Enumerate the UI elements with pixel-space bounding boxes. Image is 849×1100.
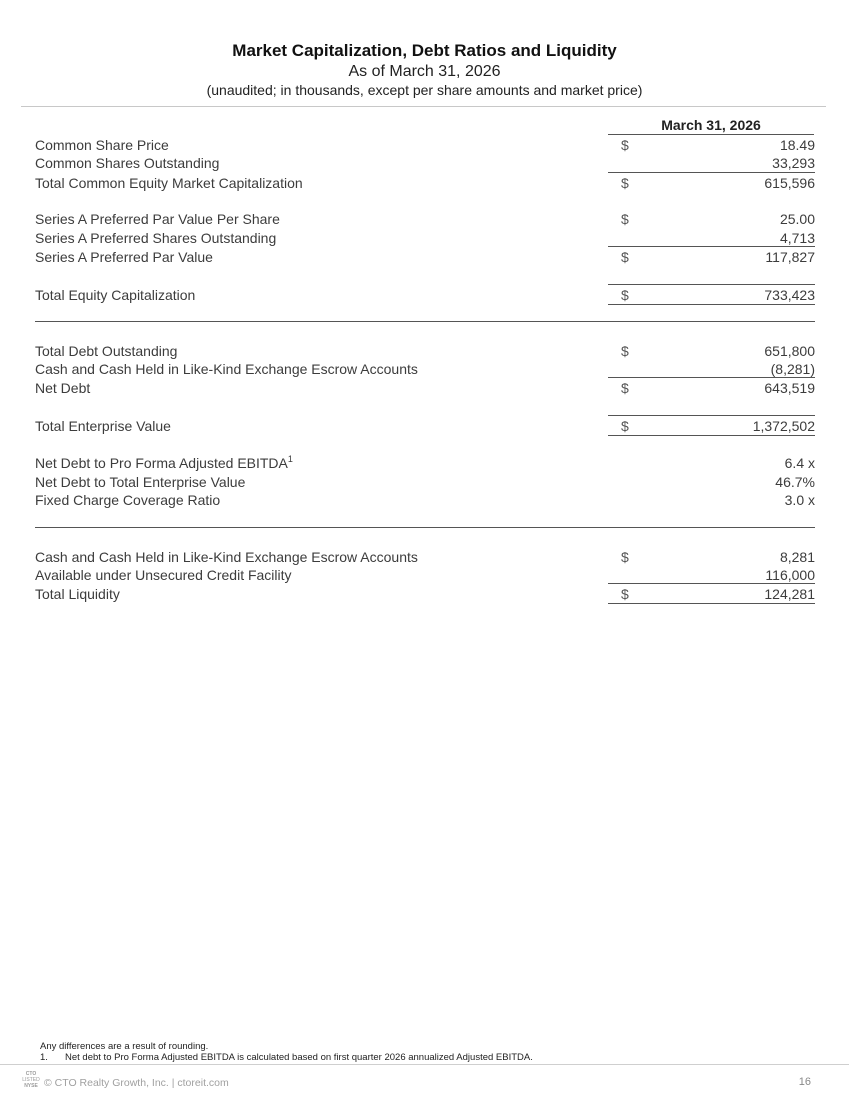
row-label: Series A Preferred Par Value Per Share — [35, 211, 280, 227]
units-note: (unaudited; in thousands, except per share amounts and market price) — [206, 82, 643, 98]
dollar-sign: $ — [621, 549, 629, 565]
table-row — [35, 417, 815, 435]
table-row — [35, 248, 815, 266]
table-row — [35, 174, 815, 192]
footnote-text: Net debt to Pro Forma Adjusted EBITDA is calculated based on first quarter 2026 annualized Adjusted EBITDA. — [65, 1052, 533, 1063]
page-subtitle: As of March 31, 2026 — [348, 63, 501, 80]
row-value: 6.4 x — [784, 455, 815, 471]
table-row — [35, 229, 815, 247]
row-value: (8,281) — [770, 361, 815, 377]
table-row — [35, 473, 815, 491]
dollar-sign: $ — [621, 343, 629, 359]
row-label: Cash and Cash Held in Like-Kind Exchange Escrow Accounts — [35, 549, 418, 565]
table-row — [35, 379, 815, 397]
section-divider — [35, 321, 815, 322]
row-value: 25.00 — [779, 211, 815, 227]
table-row — [35, 548, 815, 566]
row-label: Total Liquidity — [35, 586, 120, 602]
dollar-sign: $ — [621, 211, 629, 227]
dollar-sign: $ — [621, 586, 629, 602]
section-divider — [35, 527, 815, 528]
row-label: Total Enterprise Value — [35, 418, 171, 434]
row-value: 124,281 — [764, 586, 815, 602]
dollar-sign: $ — [621, 418, 629, 434]
page-header — [0, 40, 849, 99]
footer-divider — [0, 1064, 849, 1065]
row-label: Net Debt to Total Enterprise Value — [35, 474, 246, 490]
row-label: Net Debt — [35, 380, 91, 396]
table-row — [35, 360, 815, 378]
table-row — [35, 154, 815, 172]
row-value: 46.7% — [775, 474, 815, 490]
table-row — [35, 136, 815, 154]
footnote-1 — [40, 1052, 533, 1063]
page-title: Market Capitalization, Debt Ratios and Liquidity — [232, 41, 617, 60]
footnote-ref: 1 — [287, 454, 293, 464]
dollar-sign: $ — [621, 249, 629, 265]
table-row — [35, 454, 815, 472]
copyright-text: © CTO Realty Growth, Inc. | ctoreit.com — [44, 1077, 229, 1089]
header-divider — [21, 106, 826, 107]
row-value: 117,827 — [765, 249, 815, 265]
row-label: Common Shares Outstanding — [35, 155, 220, 171]
row-label: Net Debt to Pro Forma Adjusted EBITDA$^1$ — [35, 454, 293, 471]
table-row — [35, 210, 815, 228]
row-value: 1,372,502 — [752, 418, 815, 434]
table-row — [35, 491, 815, 509]
dollar-sign: $ — [621, 380, 629, 396]
row-value: 8,281 — [779, 549, 815, 565]
row-value: 733,423 — [764, 287, 815, 303]
dollar-sign: $ — [621, 287, 629, 303]
row-label: Available under Unsecured Credit Facility — [35, 567, 292, 583]
page-number: 16 — [798, 1076, 811, 1088]
table-row — [35, 286, 815, 304]
row-value: 33,293 — [772, 155, 815, 171]
row-label: Series A Preferred Shares Outstanding — [35, 230, 277, 246]
row-label: Series A Preferred Par Value — [35, 249, 213, 265]
row-label: Total Common Equity Market Capitalization — [35, 175, 303, 191]
row-value: 651,800 — [764, 343, 815, 359]
rounding-note: Any differences are a result of rounding. — [40, 1041, 209, 1052]
row-value: 18.49 — [779, 137, 815, 153]
row-value: 643,519 — [764, 380, 815, 396]
dollar-sign: $ — [621, 175, 629, 191]
row-value: 116,000 — [765, 567, 815, 583]
row-value: 615,596 — [764, 175, 815, 191]
row-value: 4,713 — [779, 230, 815, 246]
row-label: Total Equity Capitalization — [35, 287, 196, 303]
row-label: Total Debt Outstanding — [35, 343, 178, 359]
dollar-sign: $ — [621, 137, 629, 153]
nyse-listed-logo-icon: CTO LISTED NYSE — [22, 1071, 40, 1089]
row-label: Common Share Price — [35, 137, 169, 153]
row-value: 3.0 x — [784, 492, 815, 508]
footnote-number: 1. — [40, 1052, 48, 1063]
table-row — [35, 342, 815, 360]
table-row — [35, 566, 815, 584]
table-row — [35, 585, 815, 603]
column-header: March 31, 2026 — [608, 117, 814, 135]
row-label: Fixed Charge Coverage Ratio — [35, 492, 221, 508]
row-label: Cash and Cash Held in Like-Kind Exchange Escrow Accounts — [35, 361, 418, 377]
